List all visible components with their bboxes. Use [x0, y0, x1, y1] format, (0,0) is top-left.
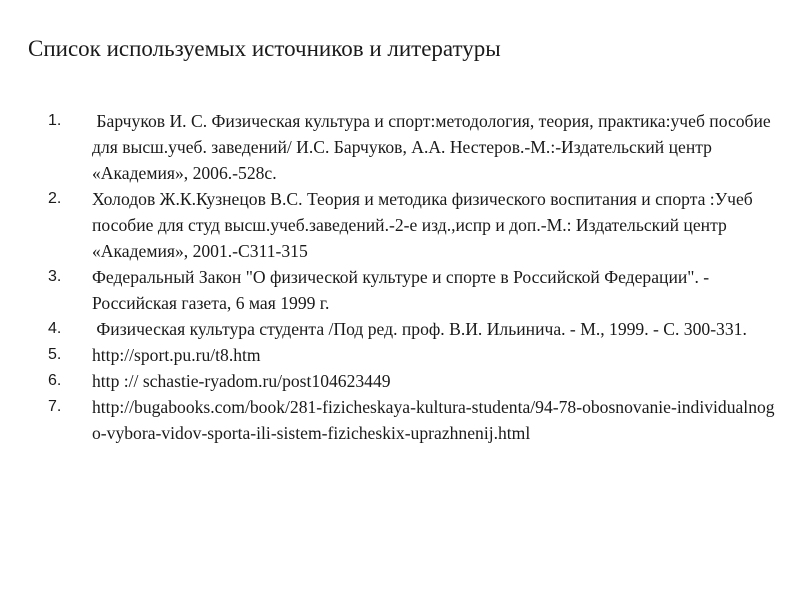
- slide-title: Список используемых источников и литературы: [28, 36, 501, 61]
- reference-number: 3.: [48, 268, 62, 285]
- reference-text: Барчуков И. С. Физическая культура и спорт:методология, теория, практика:учеб пособие для высш.учеб. заведений/ И.С. Барчуков, А.А. Нестеров.-М.:-Издательский центр «Академия», 2006.-528с.: [92, 111, 776, 183]
- reference-text: Федеральный Закон "О физической культуре и спорте в Российской Федерации". - Российская газета, 6 мая 1999 г.: [92, 267, 714, 313]
- reference-list: [40, 108, 780, 446]
- reference-item: [40, 264, 780, 316]
- reference-number: 1.: [48, 112, 62, 129]
- reference-text: Физическая культура студента /Под ред. проф. В.И. Ильинича. - М., 1999. - С. 300-331.: [92, 319, 747, 339]
- reference-number: 6.: [48, 372, 62, 389]
- reference-url[interactable]: http :// schastie-ryadom.ru/post104623449: [92, 371, 391, 391]
- reference-item: [40, 108, 780, 186]
- reference-number: 4.: [48, 320, 62, 337]
- reference-item-link[interactable]: [40, 394, 780, 446]
- reference-item: [40, 186, 780, 264]
- reference-item: [40, 316, 780, 342]
- reference-number: 5.: [48, 346, 62, 363]
- reference-url[interactable]: http://sport.pu.ru/t8.htm: [92, 345, 261, 365]
- reference-text: Холодов Ж.К.Кузнецов В.С. Теория и методика физического воспитания и спорта :Учеб пособие для студ высш.учеб.заведений.-2-е изд.,испр и доп.-М.: Издательский центр «Академия», 2001.-С311-315: [92, 189, 758, 261]
- reference-number: 2.: [48, 190, 62, 207]
- reference-number: 7.: [48, 398, 62, 415]
- reference-item-link[interactable]: [40, 368, 780, 394]
- reference-url[interactable]: http://bugabooks.com/book/281-fizicheskaya-kultura-studenta/94-78-obosnovanie-individualnogo-vybora-vidov-sporta-ili-sistem-fizicheskix-uprazhnenij.html: [92, 397, 775, 443]
- reference-item-link[interactable]: [40, 342, 780, 368]
